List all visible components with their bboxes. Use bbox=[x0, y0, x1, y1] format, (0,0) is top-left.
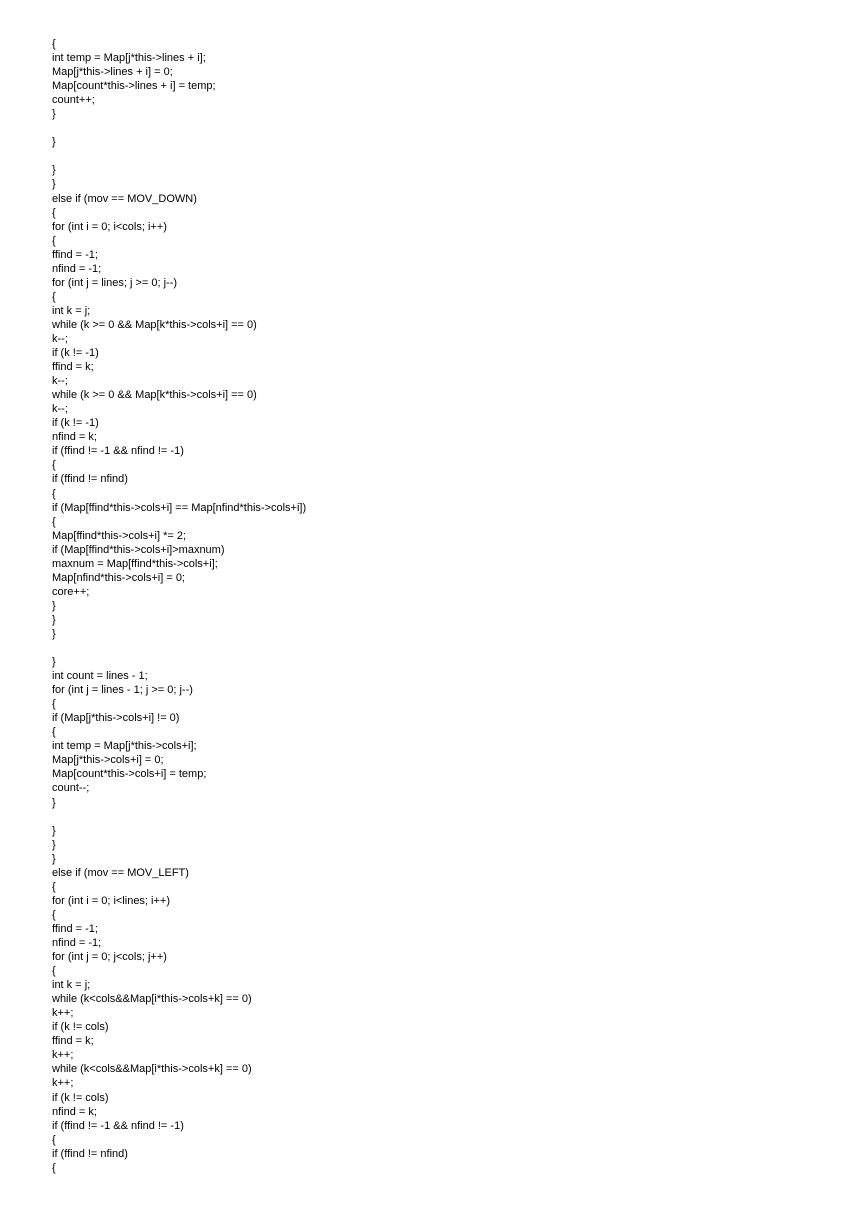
code-line: { bbox=[52, 1133, 56, 1146]
code-line: } bbox=[52, 136, 56, 149]
code-line: if (ffind != -1 && nfind != -1) bbox=[52, 445, 184, 458]
code-line: } bbox=[52, 164, 56, 177]
code-line bbox=[52, 641, 832, 655]
code-line: } bbox=[52, 613, 56, 626]
code-line: { bbox=[52, 908, 56, 921]
code-line: while (k >= 0 && Map[k*this->cols+i] == 0) bbox=[52, 318, 257, 331]
code-line bbox=[52, 121, 832, 135]
code-line: int count = lines - 1; bbox=[52, 670, 148, 683]
code-line: k++; bbox=[52, 1077, 74, 1090]
code-line: maxnum = Map[ffind*this->cols+i]; bbox=[52, 557, 218, 570]
code-line: Map[j*this->cols+i] = 0; bbox=[52, 754, 164, 767]
code-line: Map[nfind*this->cols+i] = 0; bbox=[52, 571, 185, 584]
code-line: ffind = k; bbox=[52, 1035, 94, 1048]
code-line: { bbox=[52, 726, 56, 739]
code-line: if (k != -1) bbox=[52, 417, 99, 430]
code-listing bbox=[52, 37, 832, 1175]
code-line: int temp = Map[j*this->cols+i]; bbox=[52, 740, 197, 753]
code-line: nfind = k; bbox=[52, 1105, 97, 1118]
code-line: Map[count*this->cols+i] = temp; bbox=[52, 768, 207, 781]
code-line bbox=[52, 810, 832, 824]
code-line: if (k != cols) bbox=[52, 1021, 109, 1034]
code-line: k++; bbox=[52, 1049, 74, 1062]
code-line: nfind = -1; bbox=[52, 937, 102, 949]
code-line: k--; bbox=[52, 332, 68, 345]
code-line: } bbox=[52, 627, 56, 640]
code-line: nfind = k; bbox=[52, 431, 97, 444]
code-line: } bbox=[52, 824, 56, 837]
code-line: k--; bbox=[52, 403, 68, 416]
code-line: while (k<cols&&Map[i*this->cols+k] == 0) bbox=[52, 1063, 252, 1076]
code-line: { bbox=[52, 459, 56, 472]
code-line: { bbox=[52, 1161, 56, 1174]
code-line: } bbox=[52, 838, 56, 851]
code-line: else if (mov == MOV_LEFT) bbox=[52, 866, 189, 879]
code-line: int k = j; bbox=[52, 304, 91, 317]
code-line: } bbox=[52, 796, 56, 809]
code-line: if (ffind != -1 && nfind != -1) bbox=[52, 1119, 184, 1132]
code-line: for (int j = lines; j >= 0; j--) bbox=[52, 276, 178, 289]
code-line: if (Map[j*this->cols+i] != 0) bbox=[52, 712, 180, 725]
code-line: } bbox=[52, 108, 56, 121]
code-line: { bbox=[52, 290, 56, 303]
code-line: { bbox=[52, 698, 56, 711]
code-line: for (int i = 0; i<cols; i++) bbox=[52, 220, 167, 233]
code-line: k++; bbox=[52, 1007, 74, 1020]
code-line: Map[count*this->lines + i] = temp; bbox=[52, 80, 216, 93]
code-line: count--; bbox=[52, 782, 90, 795]
code-line: for (int j = 0; j<cols; j++) bbox=[52, 951, 167, 964]
code-line bbox=[52, 149, 832, 163]
code-line: } bbox=[52, 599, 56, 612]
code-line: if (k != -1) bbox=[52, 347, 99, 360]
code-line: } bbox=[52, 656, 56, 669]
code-line: if (Map[ffind*this->cols+i] == Map[nfind*this->cols+i]) bbox=[52, 501, 307, 514]
code-line: ffind = -1; bbox=[52, 922, 98, 935]
code-line: { bbox=[52, 38, 56, 50]
code-line: ffind = k; bbox=[52, 361, 94, 374]
code-line: while (k<cols&&Map[i*this->cols+k] == 0) bbox=[52, 993, 252, 1006]
code-line: k--; bbox=[52, 375, 68, 388]
code-line: if (ffind != nfind) bbox=[52, 1147, 128, 1160]
code-line: int temp = Map[j*this->lines + i]; bbox=[52, 52, 206, 65]
code-line: if (ffind != nfind) bbox=[52, 473, 128, 486]
code-line: while (k >= 0 && Map[k*this->cols+i] == 0) bbox=[52, 389, 257, 402]
code-line: Map[ffind*this->cols+i] *= 2; bbox=[52, 529, 187, 542]
code-line: for (int i = 0; i<lines; i++) bbox=[52, 894, 170, 907]
code-line: } bbox=[52, 178, 56, 191]
code-line: if (Map[ffind*this->cols+i]>maxnum) bbox=[52, 543, 225, 556]
code-line: int k = j; bbox=[52, 979, 91, 992]
code-line: { bbox=[52, 515, 56, 528]
code-line: if (k != cols) bbox=[52, 1091, 109, 1104]
code-line: core++; bbox=[52, 585, 90, 598]
code-line: ffind = -1; bbox=[52, 248, 98, 261]
code-line: { bbox=[52, 234, 56, 247]
code-line: { bbox=[52, 880, 56, 893]
code-line: nfind = -1; bbox=[52, 262, 102, 275]
code-line: count++; bbox=[52, 94, 95, 107]
code-line: { bbox=[52, 965, 56, 978]
code-line: { bbox=[52, 487, 56, 500]
code-line: else if (mov == MOV_DOWN) bbox=[52, 192, 197, 205]
code-line: Map[j*this->lines + i] = 0; bbox=[52, 66, 173, 79]
code-line: for (int j = lines - 1; j >= 0; j--) bbox=[52, 684, 193, 697]
code-line: } bbox=[52, 852, 56, 865]
code-line: { bbox=[52, 206, 56, 219]
